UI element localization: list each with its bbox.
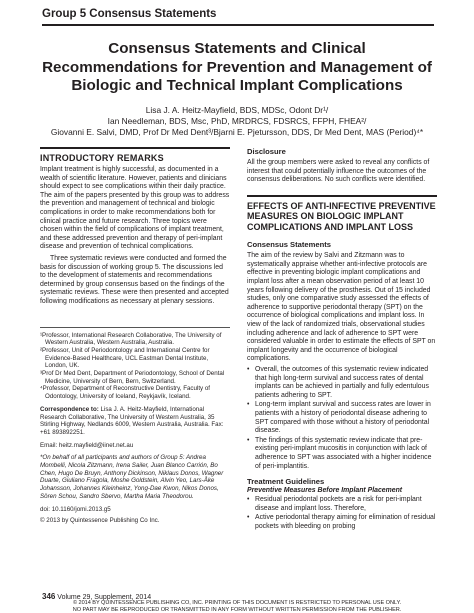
author-line: Giovanni E. Salvi, DMD, Prof Dr Med Dent³/Bjarni E. Pjetursson, DDS, Dr Med Dent, MAS (Period)⁴* <box>50 126 424 137</box>
legal-line: NO PART MAY BE REPRODUCED OR TRANSMITTED IN ANY FORM WITHOUT WRITTEN PERMISSION FROM THE PUBLISHER. <box>72 606 402 613</box>
affiliation-footnotes <box>40 327 230 401</box>
header-rule <box>42 24 434 26</box>
intro-paragraph: Implant treatment is highly successful, as documented in a wealth of scientific literature. However, patients and clinicians should expect to see complications within their daily practice. The aim of the papers presented by this group was to address the prevention and management of technical and biologic complications in order to make recommendations both for clinical practice and future research. Three topics were chosen within the field of complications of implant treatment, and these addressed prevention and therapy of peri-implant disease and prevention of technical complications. <box>40 166 230 251</box>
affiliation-note: ¹Professor, International Research Collaborative, The University of Western Australia, Western Australia, Australia. <box>40 331 222 347</box>
consensus-bullets <box>247 366 437 471</box>
participants-note: *On behalf of all participants and authors of Group 5: Andrea Mombelli, Nicola Zitzmann, Irena Sailer, Juan Blanco Carrión, Bo Chen, Hugo De Bruyn, Anthony Dickinson, Niklaus Donos, Wagner Duarte, Giuliano Fragola, Moshe Goldstein, Alvin Yeo, Lars-Åke Johansson, Johannes Kleinheinz, Yong-Dae Kwon, Nikos Donos, Sören Schou, Sandro Sbervo, Martha Maria Theodorou. <box>40 454 224 500</box>
list-item: • Active periodontal therapy aiming for elimination of residual pockets with bleeding on probing <box>247 514 437 531</box>
correspondence-text: Lisa J. A. Heitz-Mayfield, International Research Collaborative, The University of Western Australia, 35 Stirling Highway, Nedlands 6009, Western Australia, Australia. Fax: +61 893892251. <box>40 405 224 436</box>
disclosure-heading: Disclosure <box>247 147 286 156</box>
legal-notice <box>0 600 474 613</box>
email-line[interactable]: Email: heitz.mayfield@iinet.net.au <box>40 441 134 449</box>
journal-info: Volume 29, Supplement, 2014 <box>55 594 152 601</box>
running-header <box>0 0 474 28</box>
left-column <box>40 147 230 525</box>
article-title: Consensus Statements and Clinical Recommendations for Prevention and Management of Biologic and Technical Implant Complications <box>42 40 432 94</box>
affiliation-note: ³Prof Dr Med Dent, Department of Periodontology, School of Dental Medicine, University of Bern, Bern, Switzerland. <box>40 370 225 385</box>
copyright-line: © 2013 by Quintessence Publishing Co Inc. <box>40 517 160 525</box>
section-header-label: Group 5 Consensus Statements <box>42 8 217 20</box>
page-number: 346 <box>42 592 56 601</box>
title-block <box>40 40 434 138</box>
affiliation-note: ²Professor, Unit of Periodontology and International Centre for Evidence-Based Healthcare, UCL Eastman Dental Institute, London, UK. <box>40 346 210 370</box>
author-line: Ian Needleman, BDS, Msc, PhD, MRDRCS, FDSRCS, FFPH, FHEA²/ <box>107 115 367 126</box>
treatment-bullets <box>247 496 437 531</box>
intro-heading: INTRODUCTORY REMARKS <box>40 147 230 163</box>
list-item: • The findings of this systematic review indicate that pre-existing peri-implant mucositis in conjunction with lack of adherence to SPT was associated with a higher incidence of peri-implantitis. <box>247 437 437 471</box>
list-item: • Overall, the outcomes of this systematic review indicated that high long-term survival and success rates of dental implants can be achieved in partially and fully edentulous patients adhering to SPT. <box>247 366 437 400</box>
author-list <box>40 105 434 138</box>
consensus-text: The aim of the review by Salvi and Zitzmann was to systematically appraise whether anti-infective protocols are effective in preventing biologic implant complications and implant loss after a mean observation period of at least 10 years following delivery of the prosthesis. Out of 15 included studies, only one comparative study assessed the effects of adherence to supportive periodontal therapy (SPT) on the occurrence of biological complications and implant loss. In view of the lack of randomized trials, observational studies including adherence and lack of adherence to SPT were considered valuable in order to estimate the effects of SPT on implant longevity and the occurrence of biological complications. <box>247 252 436 363</box>
doi-line[interactable]: doi: 10.1160/jomi.2013.g5 <box>40 505 111 513</box>
correspondence <box>40 406 230 437</box>
legal-line: © 2014 BY QUINTESSENCE PUBLISHING CO, INC. PRINTING OF THIS DOCUMENT IS RESTRICTED TO PERSONAL USE ONLY. <box>72 600 402 606</box>
list-item: • Residual periodontal pockets are a risk for peri-implant disease and implant loss. Therefore, <box>247 496 437 513</box>
list-item: • Long-term implant survival and success rates are lower in patients with a history of periodontal disease adhering to SPT compared with those without a history of periodontal disease. <box>247 401 437 435</box>
consensus-heading: Consensus Statements <box>247 240 331 250</box>
right-column <box>247 147 437 532</box>
affiliation-note: ⁴Professor, Department of Reconstructive Dentistry, Faculty of Odontology, University of Iceland, Reykjavík, Iceland. <box>40 385 211 401</box>
author-line: Lisa J. A. Heitz-Mayfield, BDS, MDSc, Odont Dr¹/ <box>145 104 329 115</box>
treatment-heading: Treatment Guidelines <box>247 477 325 487</box>
treatment-subheading: Preventive Measures Before Implant Placement <box>247 487 403 495</box>
effects-heading: EFFECTS OF ANTI-INFECTIVE PREVENTIVE MEASURES ON BIOLOGIC IMPLANT COMPLICATIONS AND IMPLANT LOSS <box>247 195 437 233</box>
intro-paragraph: Three systematic reviews were conducted and formed the basis for discussion of working group 5. The discussions led to the development of statements and recommendations determined by group consensus based on the findings of the systematic reviews. These were then presented and accepted following modifications as necessary at plenary sessions. <box>40 254 229 305</box>
correspondence-label: Correspondence to: <box>40 405 99 413</box>
disclosure-text: All the group members were asked to reveal any conflicts of interest that could potentially influence the outcomes of the consensus deliberations. No such conflicts were identified. <box>247 159 430 184</box>
